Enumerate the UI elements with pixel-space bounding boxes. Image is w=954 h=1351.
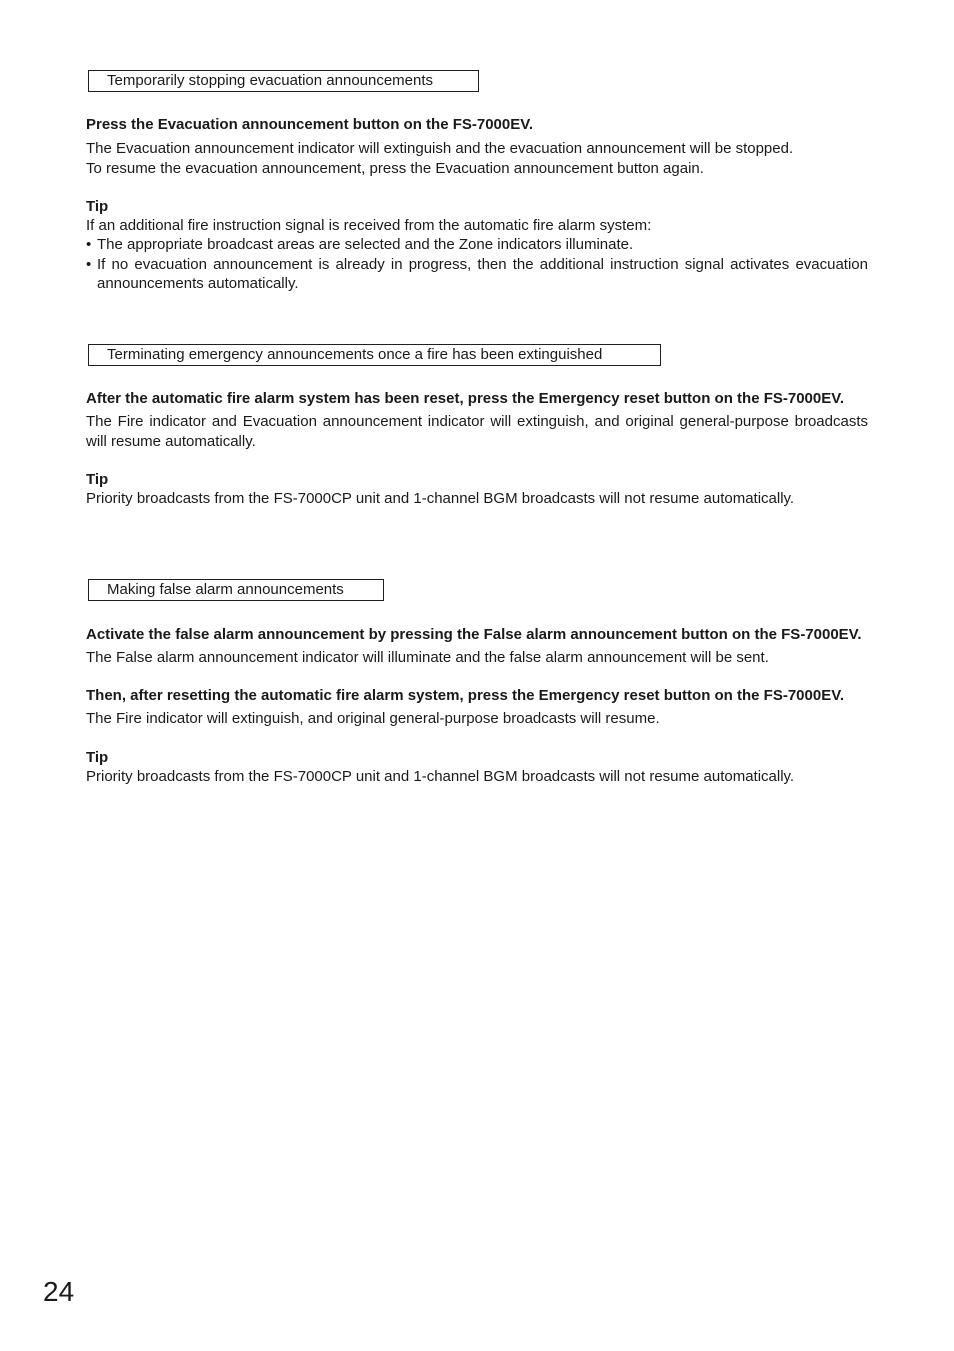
section-heading-terminating-emergency bbox=[88, 344, 661, 366]
page-number: 24 bbox=[43, 1276, 75, 1307]
step-instruction: Activate the false alarm announcement by pressing the False alarm announcement button on the FS-7000EV. bbox=[86, 626, 862, 643]
tip-bullet-list bbox=[86, 235, 868, 294]
section-heading-stopping-evacuation bbox=[88, 70, 479, 92]
tip-intro: If an additional fire instruction signal is received from the automatic fire alarm system: bbox=[86, 217, 652, 234]
section-stopping-evacuation-body bbox=[86, 115, 868, 294]
section-heading-text: Making false alarm announcements bbox=[107, 581, 344, 598]
tip-label: Tip bbox=[86, 471, 109, 488]
tip-label: Tip bbox=[86, 198, 109, 215]
step-description: The Fire indicator and Evacuation announcement indicator will extinguish, and original general-purpose broadcasts will resume automatically. bbox=[86, 413, 868, 450]
section-heading-false-alarm bbox=[88, 579, 384, 601]
section-false-alarm-body bbox=[86, 625, 868, 786]
step-instruction: After the automatic fire alarm system has been reset, press the Emergency reset button on the FS-7000EV. bbox=[86, 390, 845, 407]
step-description: The False alarm announcement indicator will illuminate and the false alarm announcement will be sent. bbox=[86, 649, 769, 666]
step-description-resume: To resume the evacuation announcement, press the Evacuation announcement button again. bbox=[86, 160, 704, 177]
section-heading-text: Terminating emergency announcements once a fire has been extinguished bbox=[107, 346, 603, 363]
section-heading-text: Temporarily stopping evacuation announcements bbox=[107, 72, 434, 89]
tip-text: Priority broadcasts from the FS-7000CP unit and 1-channel BGM broadcasts will not resume automatically. bbox=[86, 490, 795, 507]
step-description-2: The Fire indicator will extinguish, and original general-purpose broadcasts will resume. bbox=[86, 710, 660, 727]
step-description: The Evacuation announcement indicator will extinguish and the evacuation announcement will be stopped. bbox=[86, 140, 794, 157]
section-terminating-emergency-body bbox=[86, 389, 868, 508]
tip-text: Priority broadcasts from the FS-7000CP unit and 1-channel BGM broadcasts will not resume automatically. bbox=[86, 768, 795, 785]
step-instruction: Press the Evacuation announcement button on the FS-7000EV. bbox=[86, 116, 534, 133]
tip-bullet-item: • The appropriate broadcast areas are selected and the Zone indicators illuminate. bbox=[86, 235, 868, 255]
tip-bullet-item: • If no evacuation announcement is already in progress, then the additional instruction signal activates evacuation announcements automatically. bbox=[86, 255, 868, 294]
step-instruction-2: Then, after resetting the automatic fire alarm system, press the Emergency reset button on the FS-7000EV. bbox=[86, 687, 845, 704]
tip-label: Tip bbox=[86, 749, 109, 766]
